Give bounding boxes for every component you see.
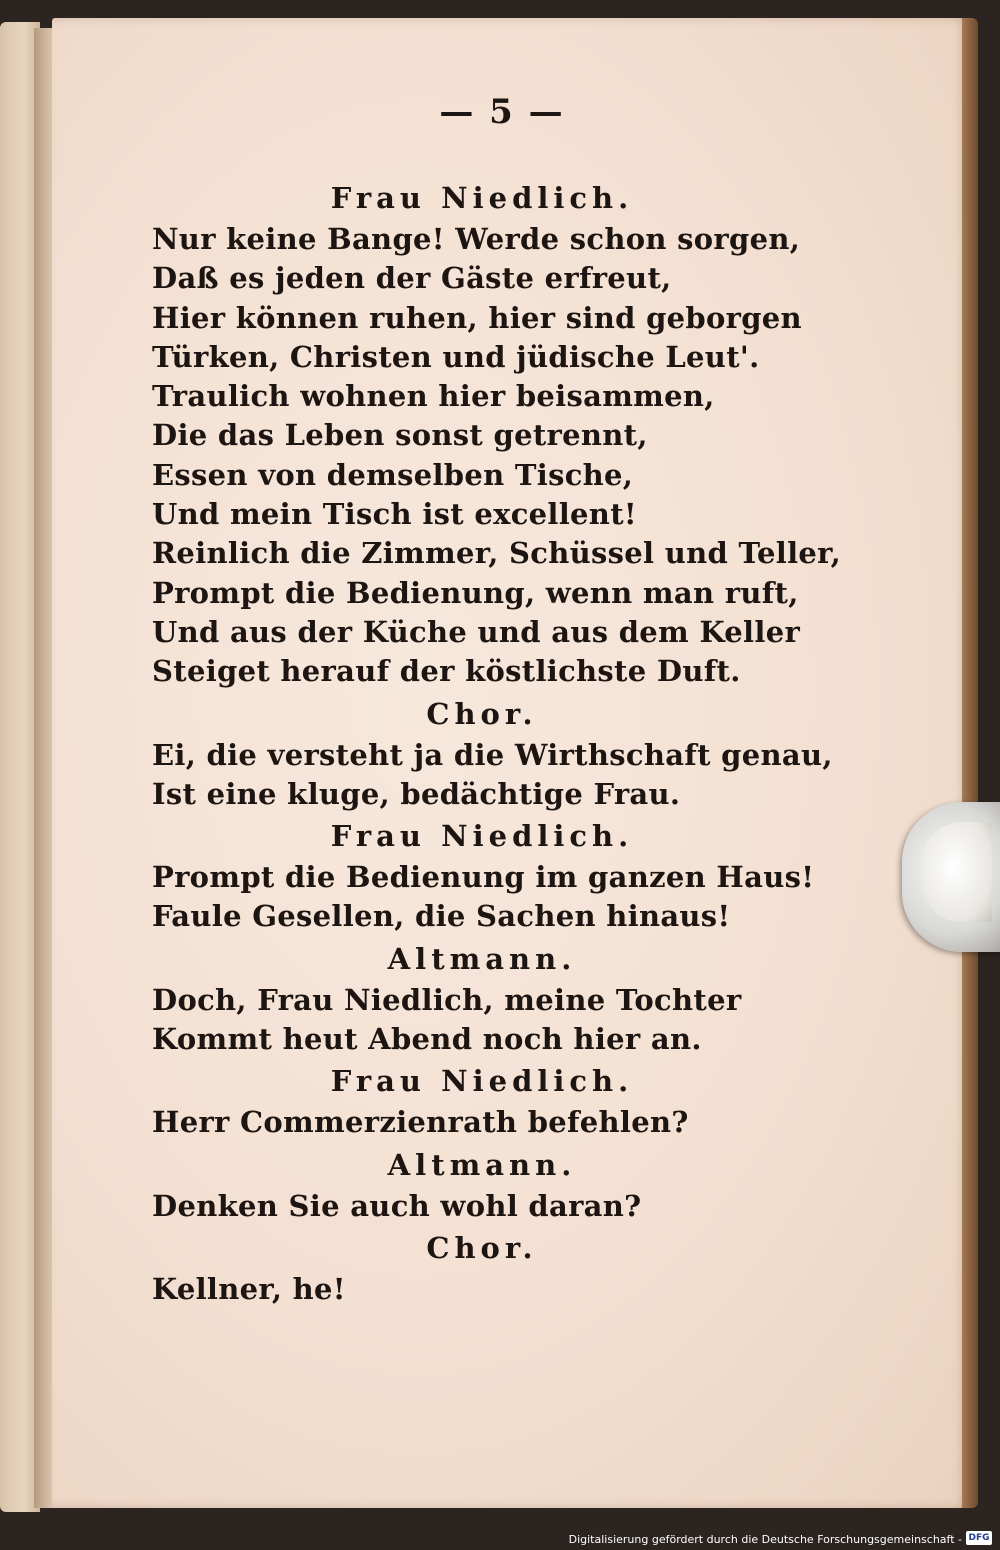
verse-line: Doch, Frau Niedlich, meine Tochter [152,982,742,1017]
verse-line: Daß es jeden der Gäste erfreut, [152,261,672,296]
page-clip-icon [902,802,1000,952]
verse-line: Faule Gesellen, die Sachen hinaus! [152,899,731,934]
speaker-name: Altmann. [387,1147,577,1182]
verse-line: Prompt die Bedienung, wenn man ruft, [152,575,799,610]
dialogue-block [152,937,812,1060]
speaker-name: Frau Niedlich. [330,1064,634,1099]
speaker-name: Frau Niedlich. [330,819,634,854]
verse-line: Herr Commerzienrath befehlen? [152,1105,689,1140]
clip-highlight [922,822,992,922]
verse-line: Traulich wohnen hier beisammen, [152,379,715,414]
verse-line: Kellner, he! [152,1271,346,1306]
speaker-name: Altmann. [387,941,577,976]
verse-line: Prompt die Bedienung im ganzen Haus! [152,860,815,895]
verse-line: Hier können ruhen, hier sind geborgen [152,300,802,335]
speaker-name: Frau Niedlich. [330,181,634,215]
dialogue-block [152,1143,812,1226]
verse-line: Türken, Christen und jüdische Leut'. [152,339,760,374]
verse-line: Ist eine kluge, bedächtige Frau. [152,776,681,811]
verse-line: Reinlich die Zimmer, Schüssel und Teller, [152,536,842,571]
speaker-name: Chor. [426,696,538,731]
page-number: — 5 — [439,92,565,132]
verse-line: Denken Sie auch wohl daran? [152,1188,642,1223]
verse-line: Kommt heut Abend noch hier an. [152,1022,702,1057]
verse-line: Essen von demselben Tische, [152,457,634,492]
verse-line: Steiget herauf der köstlichste Duft. [152,654,741,689]
verse-line: Ei, die versteht ja die Wirthschaft genau, [152,737,833,772]
speaker-name: Chor. [426,1230,538,1265]
dfg-logo: DFG [966,1531,992,1545]
verse-line: Nur keine Bange! Werde schon sorgen, [152,222,801,256]
dialogue-block [152,1059,812,1142]
digitization-credit: Digitalisierung gefördert durch die Deutsche Forschungsgemeinschaft - [568,1533,962,1546]
dialogue-block [152,814,815,937]
page-text [152,80,842,1309]
dialogue-block [152,692,833,815]
verse-line: Und mein Tisch ist excellent! [152,497,637,532]
dialogue-block [152,176,842,692]
verse-line: Und aus der Küche und aus dem Keller [152,614,801,649]
page-fore-edge [962,18,978,1508]
verse-line: Die das Leben sonst getrennt, [152,418,648,453]
dialogue-block [152,1226,812,1309]
